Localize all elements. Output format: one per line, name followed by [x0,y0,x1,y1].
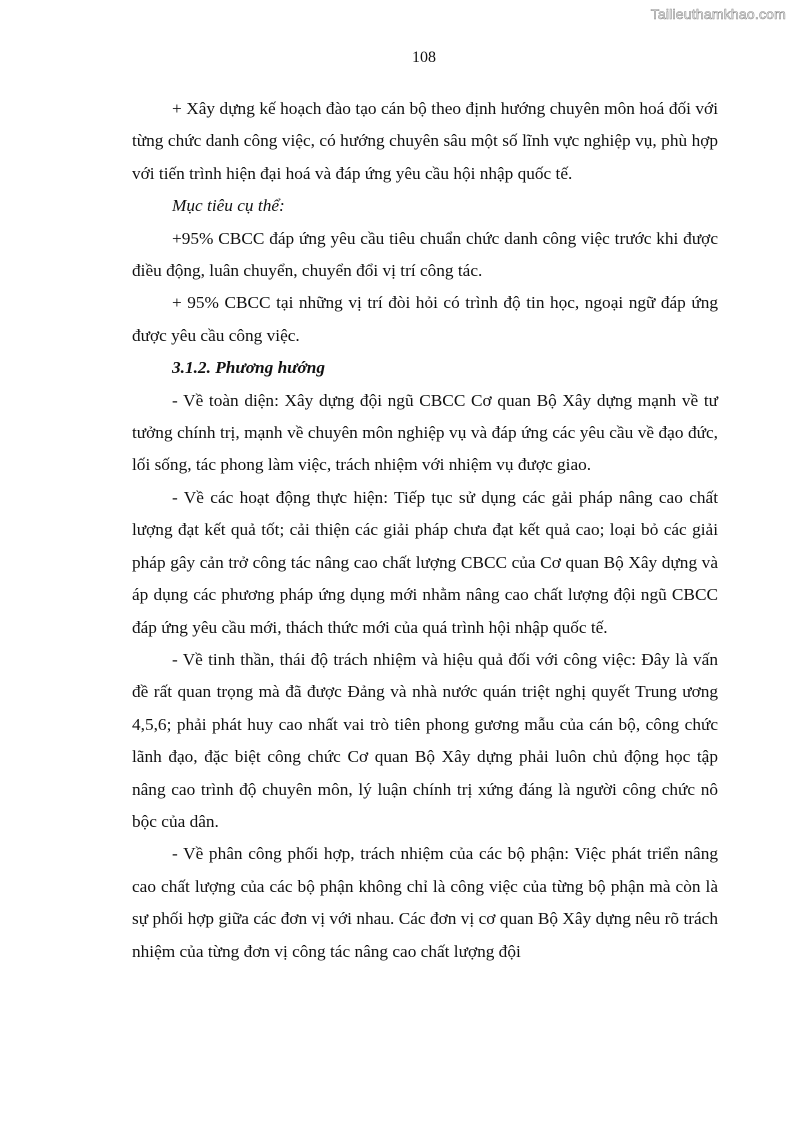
watermark: Tailieuthamkhao.com [650,6,786,22]
section-heading: 3.1.2. Phương hướng [172,358,326,378]
paragraph-comprehensive: - Về toàn diện: Xây dựng đội ngũ CBCC Cơ quan Bộ Xây dựng mạnh về tư tưởng chính trị, mạnh về chuyên môn nghiệp vụ và đáp ứng các yêu cầu về đạo đức, lối sống, tác phong làm việc, trách nhiệm với nhiệm vụ được giao. [132,390,718,475]
paragraph-training-plan: + Xây dựng kế hoạch đào tạo cán bộ theo định hướng chuyên môn hoá đối với từng chức danh công việc, có hướng chuyên sâu một số lĩnh vực nghiệp vụ, phù hợp với tiến trình hiện đại hoá và đáp ứng yêu cầu hội nhập quốc tế. [132,99,718,183]
document-body [132,93,718,968]
paragraph-coordination: - Về phân công phối hợp, trách nhiệm của các bộ phận: Việc phát triển nâng cao chất lượng của các bộ phận không chỉ là công việc của từng bộ phận mà còn là sự phối hợp giữa các đơn vị với nhau. Các đơn vị cơ quan Bộ Xây dựng nêu rõ trách nhiệm của từng đơn vị công tác nâng cao chất lượng đội [132,844,718,961]
specific-goals-label: Mục tiêu cụ thể: [172,196,285,216]
paragraph-attitude: - Về tinh thần, thái độ trách nhiệm và hiệu quả đối với công việc: Đây là vấn đề rất quan trọng mà đã được Đảng và nhà nước quán triệt nghị quyết Trung ương 4,5,6; phải phát huy cao nhất vai trò tiên phong gương mẫu của cán bộ, công chức lãnh đạo, đặc biệt công chức Cơ quan Bộ Xây dựng phải luôn chủ động học tập nâng cao trình độ chuyên môn, lý luận chính trị xứng đáng là người công chức nô bộc của dân. [132,649,718,831]
goal-item-1: +95% CBCC đáp ứng yêu cầu tiêu chuẩn chức danh công việc trước khi được điều động, luân chuyển, chuyển đổi vị trí công tác. [132,228,718,281]
paragraph-activities: - Về các hoạt động thực hiện: Tiếp tục sử dụng các gải pháp nâng cao chất lượng đạt kết quả tốt; cải thiện các giải pháp chưa đạt kết quả cao; loại bỏ các giải pháp gây cản trở công tác nâng cao chất lượng CBCC của Cơ quan Bộ Xây dựng và áp dụng các phương pháp ứng dụng mới nhằm nâng cao chất lượng đội ngũ CBCC đáp ứng yêu cầu mới, thách thức mới của quá trình hội nhập quốc tế. [132,487,718,637]
page-number: 108 [412,49,436,66]
goal-item-2: + 95% CBCC tại những vị trí đòi hỏi có trình độ tin học, ngoại ngữ đáp ứng được yêu cầu công việc. [132,293,718,345]
